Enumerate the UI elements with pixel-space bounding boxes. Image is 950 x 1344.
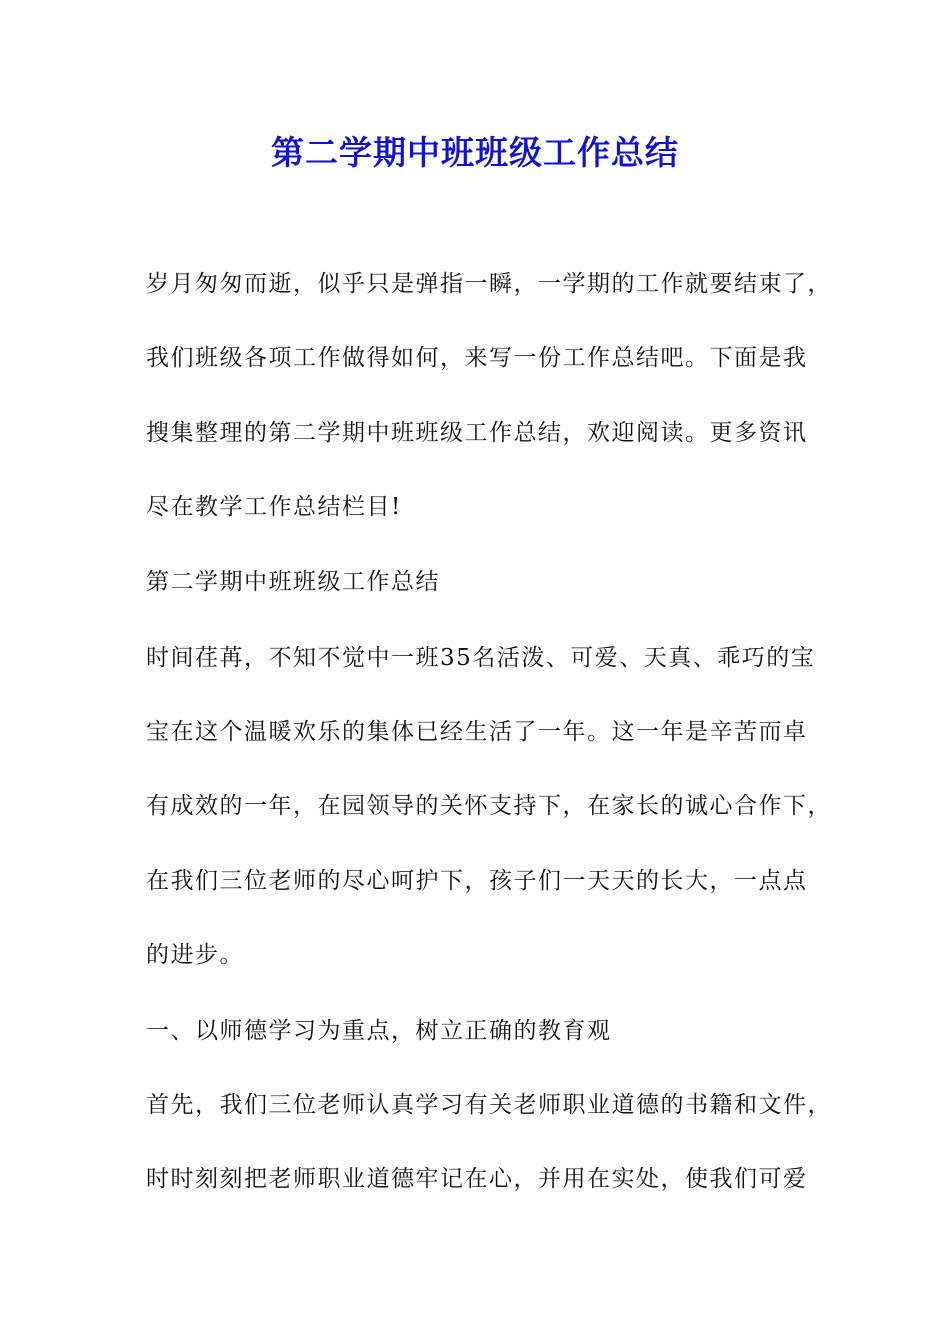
paragraph-line-4: 尽在教学工作总结栏目! <box>146 494 402 520</box>
subsection-heading: 一、以师德学习为重点，树立正确的教育观 <box>146 1018 612 1044</box>
document-title: 第二学期中班班级工作总结 <box>271 133 679 172</box>
paragraph-line-10: 首先，我们三位老师认真学习有关老师职业道德的书籍和文件， <box>146 1092 832 1118</box>
paragraph-line-1: 岁月匆匆而逝，似乎只是弹指一瞬，一学期的工作就要结束了， <box>146 271 832 297</box>
paragraph-line-3: 搜集整理的第二学期中班班级工作总结，欢迎阅读。更多资讯 <box>146 420 808 446</box>
section-heading: 第二学期中班班级工作总结 <box>146 569 440 595</box>
paragraph-line-11: 时时刻刻把老师职业道德牢记在心，并用在实处，使我们可爱 <box>146 1166 808 1192</box>
paragraph-line-9: 的进步。 <box>146 942 244 968</box>
paragraph-line-2: 我们班级各项工作做得如何，来写一份工作总结吧。下面是我 <box>146 345 808 371</box>
paragraph-line-8: 在我们三位老师的尽心呵护下，孩子们一天天的长大，一点点 <box>146 868 808 894</box>
paragraph-line-6: 宝在这个温暖欢乐的集体已经生活了一年。这一年是辛苦而卓 <box>146 719 808 745</box>
paragraph-line-7: 有成效的一年，在园领导的关怀支持下，在家长的诚心合作下， <box>146 793 832 819</box>
paragraph-line-5: 时间荏苒，不知不觉中一班35名活泼、可爱、天真、乖巧的宝 <box>146 645 816 671</box>
